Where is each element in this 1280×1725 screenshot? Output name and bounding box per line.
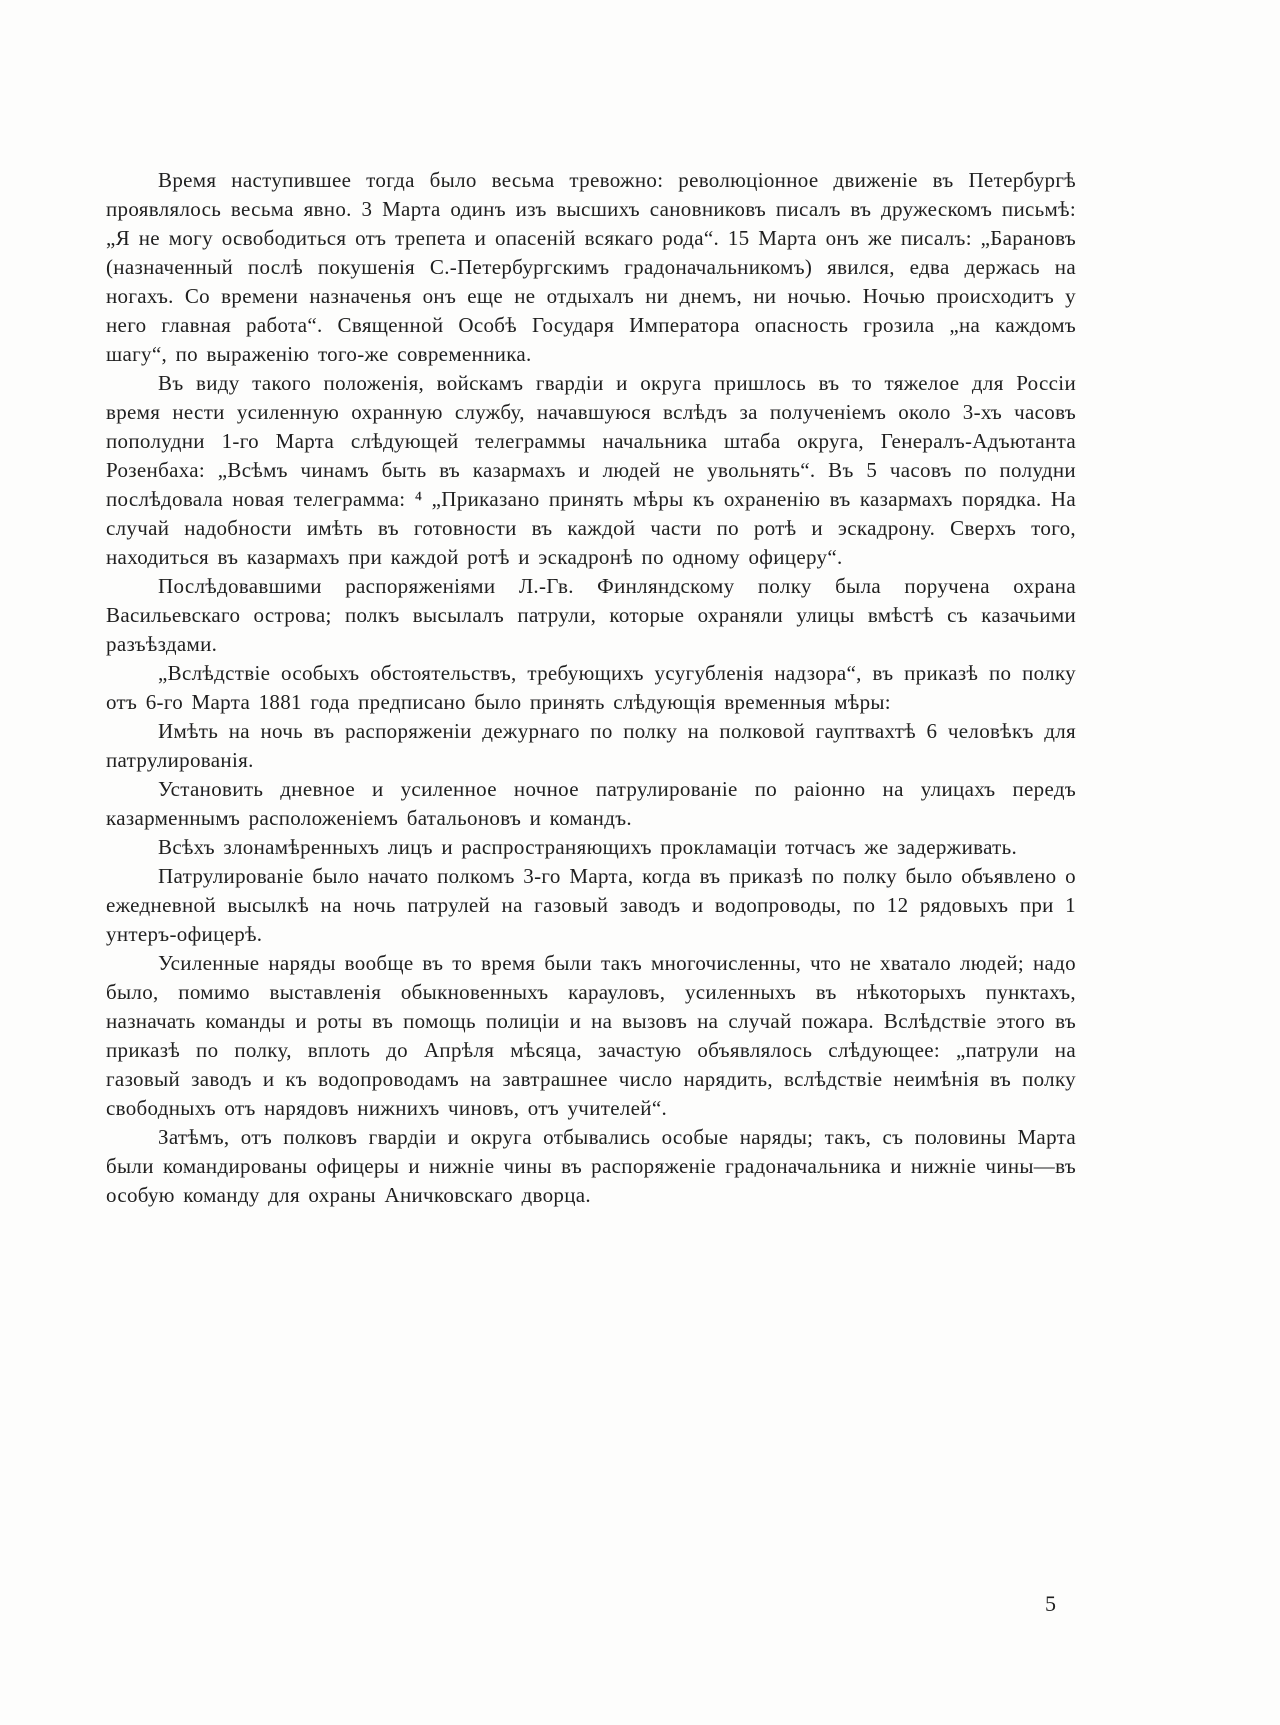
paragraph: Патрулированіе было начато полкомъ 3-го Марта, когда въ приказѣ по полку было объявлено о ежедневной высылкѣ на ночь патрулей на газовый заводъ и водопроводы, по 12 рядовыхъ при 1 унтеръ-офицерѣ.	[106, 864, 1076, 946]
text-block	[106, 166, 1076, 1210]
paragraph: „Вслѣдствіе особыхъ обстоятельствъ, требующихъ усугубленія надзора“, въ приказѣ по полку отъ 6-го Марта 1881 года предписано было принять слѣдующія временныя мѣры:	[106, 661, 1076, 714]
page-number: 5	[1045, 1591, 1056, 1616]
paragraph: Установить дневное и усиленное ночное патрулированіе по раіонно на улицахъ передъ казарменнымъ расположеніемъ батальоновъ и командъ.	[106, 777, 1076, 830]
paragraph: Всѣхъ злонамѣренныхъ лицъ и распространяющихъ прокламаціи тотчасъ же задерживать.	[158, 835, 1018, 859]
paragraph: Въ виду такого положенія, войскамъ гвардіи и округа пришлось въ то тяжелое для Россіи время нести усиленную охранную службу, начавшуюся вслѣдъ за полученіемъ около 3-хъ часовъ пополудни 1-го Марта слѣдующей телеграммы начальника штаба округа, Генералъ-Адъютанта Розенбаха: „Всѣмъ чинамъ быть въ казармахъ и людей не увольнять“. Въ 5 часовъ по полудни послѣдовала новая телеграмма: ⁴ „Приказано принять мѣры къ охраненію въ казармахъ порядка. На случай надобности имѣть въ готовности въ каждой части по ротѣ и эскадрону. Сверхъ того, находиться въ казармахъ при каждой ротѣ и эскадронѣ по одному офицеру“.	[106, 371, 1076, 569]
paragraph: Послѣдовавшими распоряженіями Л.-Гв. Финляндскому полку была поручена охрана Васильевскаго острова; полкъ высылалъ патрули, которые охраняли улицы вмѣстѣ съ казачьими разъѣздами.	[106, 574, 1076, 656]
paragraph: Имѣть на ночь въ распоряженіи дежурнаго по полку на полковой гауптвахтѣ 6 человѣкъ для патрулированія.	[106, 719, 1076, 772]
paragraph: Усиленные наряды вообще въ то время были такъ многочисленны, что не хватало людей; надо было, помимо выставленія обыкновенныхъ карауловъ, усиленныхъ въ нѣкоторыхъ пунктахъ, назначать команды и роты въ помощь полиціи и на вызовъ на случай пожара. Вслѣдствіе этого въ приказѣ по полку, вплоть до Апрѣля мѣсяца, зачастую объявлялось слѣдующее: „патрули на газовый заводъ и къ водопроводамъ на завтрашнее число нарядить, вслѣдствіе неимѣнія въ полку свободныхъ отъ нарядовъ нижнихъ чиновъ, отъ учителей“.	[106, 951, 1076, 1120]
paragraph: Время наступившее тогда было весьма тревожно: революціонное движеніе въ Петербургѣ проявлялось весьма явно. 3 Марта одинъ изъ высшихъ сановниковъ писалъ въ дружескомъ письмѣ: „Я не могу освободиться отъ трепета и опасеній всякаго рода“. 15 Марта онъ же писалъ: „Барановъ (назначенный послѣ покушенія С.-Петербургскимъ градоначальникомъ) явился, едва держась на ногахъ. Со времени назначенья онъ еще не отдыхалъ ни днемъ, ни ночью. Ночью происходитъ у него главная работа“. Священной Особѣ Государя Императора опасность грозила „на каждомъ шагу“, по выраженію того-же современника.	[106, 168, 1076, 366]
paragraph: Затѣмъ, отъ полковъ гвардіи и округа отбывались особые наряды; такъ, съ половины Марта были командированы офицеры и нижніе чины въ распоряженіе градоначальника и нижніе чины—въ особую команду для охраны Аничковскаго дворца.	[106, 1125, 1076, 1207]
